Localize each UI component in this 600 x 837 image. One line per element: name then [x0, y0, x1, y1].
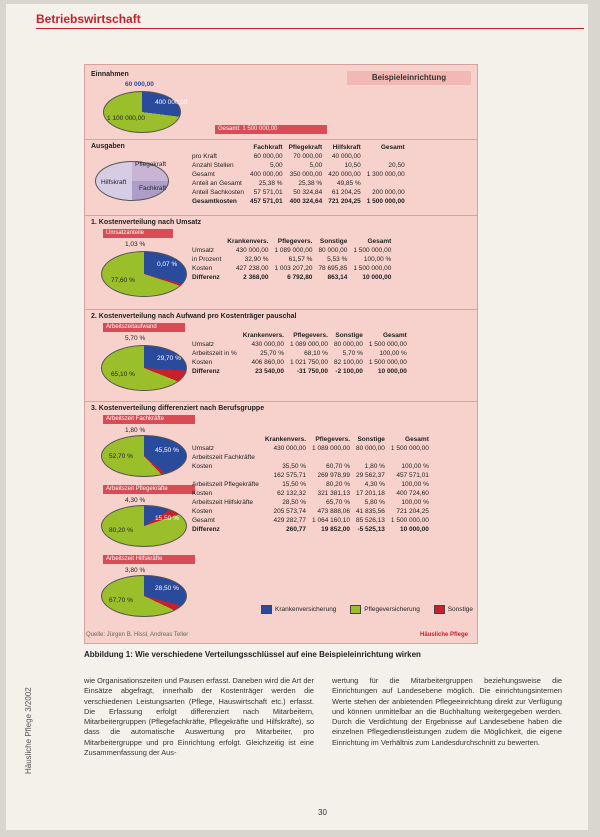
income-value: 60 000,00 [125, 81, 154, 88]
figure-caption: Abbildung 1: Wie verschiedene Verteilungsschlüssel auf eine Beispieleinrichtung wirken [84, 650, 421, 659]
section3-pct-b: 4,30 % [125, 497, 146, 504]
section3-bar-a: Arbeitszeit Fachkräfte [103, 415, 195, 424]
table-header-row: Krankenvers. Pflegevers. Sonstige Gesamt [264, 436, 429, 443]
income-total: Gesamt: 1 500 000,00 [215, 125, 327, 134]
section1-title: 1. Kostenverteilung nach Umsatz [91, 219, 202, 226]
legend-swatch-kv [261, 605, 272, 614]
table-row: Umsatz 430 000,00 1 089 000,00 80 000,00 1 500 000,00 [192, 247, 392, 254]
table-header-row: Fachkraft Pflegekraft Hilfskraft Gesamt [253, 144, 405, 151]
page [6, 4, 588, 830]
table-header-row: Krankenvers. Pflegevers. Sonstige Gesamt [227, 238, 392, 245]
legend [261, 605, 473, 617]
legend-label-so: Sonstige [447, 606, 474, 613]
table-row: Umsatz 430 000,00 1 089 000,00 80 000,00 1 500 000,00 [192, 445, 429, 452]
income-pie-label-1: 400 000,00 [155, 99, 188, 106]
section2-pie-label-2: 65,10 % [111, 371, 135, 378]
table-row: Anteil an Gesamt 25,38 % 25,38 % 49,85 % [192, 180, 361, 187]
section3-pie-b-label-2: 80,20 % [109, 527, 133, 534]
example-title: Beispieleinrichtung [347, 71, 471, 85]
expense-table [189, 143, 408, 206]
expense-pie-label-3: Fachkraft [139, 185, 167, 192]
section3-title: 3. Kostenverteilung differenziert nach Berufsgruppe [91, 405, 265, 412]
section2-table [189, 331, 410, 376]
section2-pie [101, 345, 187, 391]
section3-pie-b [101, 505, 187, 547]
table-row: Arbeitszeit Hilfskräfte 28,50 % 65,70 % 5,80 % 100,00 % [192, 499, 429, 506]
income-label: Einnahmen [91, 71, 129, 78]
table-row: Anteil Sachkosten 57 571,01 50 324,84 61 204,25 200 000,00 [192, 189, 405, 196]
section1-pie-label-1: 0,07 % [157, 261, 178, 268]
section3-pie-b-label-1: 15,50 % [155, 515, 179, 522]
section2-pie-pct: 5,70 % [125, 335, 146, 342]
income-pie [103, 91, 181, 133]
table-row: Gesamtkosten 457 571,01 400 324,64 721 204,25 1 500 000,00 [192, 198, 405, 205]
side-text: Häusliche Pflege 3/2002 [24, 687, 33, 774]
table-row: Gesamt 400 000,00 350 000,00 420 000,00 1 300 000,00 [192, 171, 405, 178]
expense-pie-label-1: Pflegekraft [135, 161, 167, 168]
table-row: Kosten 35,50 % 60,70 % 1,80 % 100,00 % [192, 463, 429, 470]
table-header-row: Krankenvers. Pflegevers. Sonstige Gesamt [242, 332, 407, 339]
section3-pie-a-label-2: 52,70 % [109, 453, 133, 460]
section3-bar-b: Arbeitszeit Pflegekräfte [103, 485, 195, 494]
table-row: Arbeitszeit Pflegekräfte 15,50 % 80,20 % 4,30 % 100,00 % [192, 481, 429, 488]
income-pie-label-2: 1 100 000,00 [107, 115, 145, 122]
expense-label: Ausgaben [91, 143, 125, 150]
figure-source: Quelle: Jürgen B. Hissl, Andreas Teller [86, 632, 189, 638]
table-row: Gesamt 429 282,77 1 064 160,10 85 526,13 1 500 000,00 [192, 517, 429, 524]
section1-bar: Umsatzanteile [103, 229, 173, 238]
legend-label-pv: Pflegeversicherung [364, 606, 420, 613]
legend-label-kv: Krankenversicherung [275, 606, 337, 613]
section3-bar-c: Arbeitszeit Hilfskräfte [103, 555, 195, 564]
section1-pie [101, 251, 187, 297]
section1-pie-label-2: 77,60 % [111, 277, 135, 284]
table-row: 162 575,71 269 978,99 29 562,37 457 571,01 [273, 472, 429, 479]
table-row: Kosten 406 860,00 1 021 750,00 82 100,00 1 500 000,00 [192, 359, 407, 366]
section3-pie-a-label-1: 45,50 % [155, 447, 179, 454]
text-column-right: wertung für die Mitarbeitergruppen beziehungsweise die Einrichtungen auf Landesebene möglich. Die einrichtungsinternen Werte stehen der anbietenden Pflegeeinrichtung direkt zur Verfügung und können unmittelbar an die Buchhaltung weitergegeben werden. Durch die Verdichtung der Ergebnisse auf Landesebene haben die einzelnen Pflegedienstleistungen zudem die Möglichkeit, die eigene Einrichtung im Verhältnis zum Landesdurchschnitt zu bewerten. [332, 676, 562, 747]
table-row: in Prozent 32,90 % 61,57 % 5,53 % 100,00 % [192, 256, 392, 263]
section1-pie-pct: 1,03 % [125, 241, 146, 248]
section2-pie-label-1: 29,70 % [157, 355, 181, 362]
section3-table [189, 435, 432, 534]
figure [84, 64, 478, 644]
table-row: Differenz 2 368,00 6 792,80 863,14 10 000,00 [192, 274, 392, 281]
table-row: Kosten 427 238,00 1 003 207,20 78 695,85 1 500 000,00 [192, 265, 392, 272]
table-row: Differenz 260,77 19 852,00 -5 525,13 10 000,00 [192, 526, 429, 533]
legend-swatch-pv [350, 605, 361, 614]
section3-pct-a: 1,80 % [125, 427, 146, 434]
section2-bar: Arbeitszeitaufwand [103, 323, 185, 332]
section2-title: 2. Kostenverteilung nach Aufwand pro Kostenträger pauschal [91, 313, 297, 320]
section-header: Betriebswirtschaft [36, 12, 141, 26]
table-row: Arbeitszeit Fachkräfte [192, 454, 255, 461]
section3-pie-c [101, 575, 187, 617]
page-number: 30 [318, 808, 327, 817]
section1-table [189, 237, 394, 282]
legend-swatch-so [434, 605, 445, 614]
section3-pie-c-label-1: 28,50 % [155, 585, 179, 592]
table-row: Anzahl Stellen 5,00 5,00 10,50 20,50 [192, 162, 405, 169]
table-row: Kosten 62 132,32 321 381,13 17 201,18 400 724,60 [192, 490, 429, 497]
section3-pie-c-label-2: 67,70 % [109, 597, 133, 604]
table-row: Kosten 205 573,74 473 888,06 41 835,56 721 204,25 [192, 508, 429, 515]
table-row: Arbeitszeit in % 25,70 % 68,10 % 5,70 % 100,00 % [192, 350, 407, 357]
section3-pct-c: 3,80 % [125, 567, 146, 574]
header-rule [36, 28, 584, 29]
text-column-left: wie Organisationszeiten und Pausen erfasst. Daneben wird die Art der Einsätze abgefragt, innerhalb der Kostenträger werden die verschiedenen Leistungsarten (Pflege, Hauswirtschaft etc.) erfasst. Die Erfassung erfolgt differenziert nach Mitarbeitern, Mitarbeitergruppen (Pflegefachkräfte, Pflegekräfte und Hilfskräfte), so dass die automatische Auswertung pro Mitarbeiter, pro Mitarbeitergruppe und pro Einrichtung erfolgt. Gleichzeitig ist eine Zusammenfassung der Aus- [84, 676, 314, 758]
publisher-logo: Häusliche Pflege [420, 632, 469, 638]
table-row: Differenz 23 540,00 -31 750,00 -2 100,00 10 000,00 [192, 368, 407, 375]
table-row: pro Kraft 60 000,00 70 000,00 40 000,00 [192, 153, 361, 160]
expense-pie-label-2: Hilfskraft [101, 179, 127, 186]
table-row: Umsatz 430 000,00 1 089 000,00 80 000,00 1 500 000,00 [192, 341, 407, 348]
